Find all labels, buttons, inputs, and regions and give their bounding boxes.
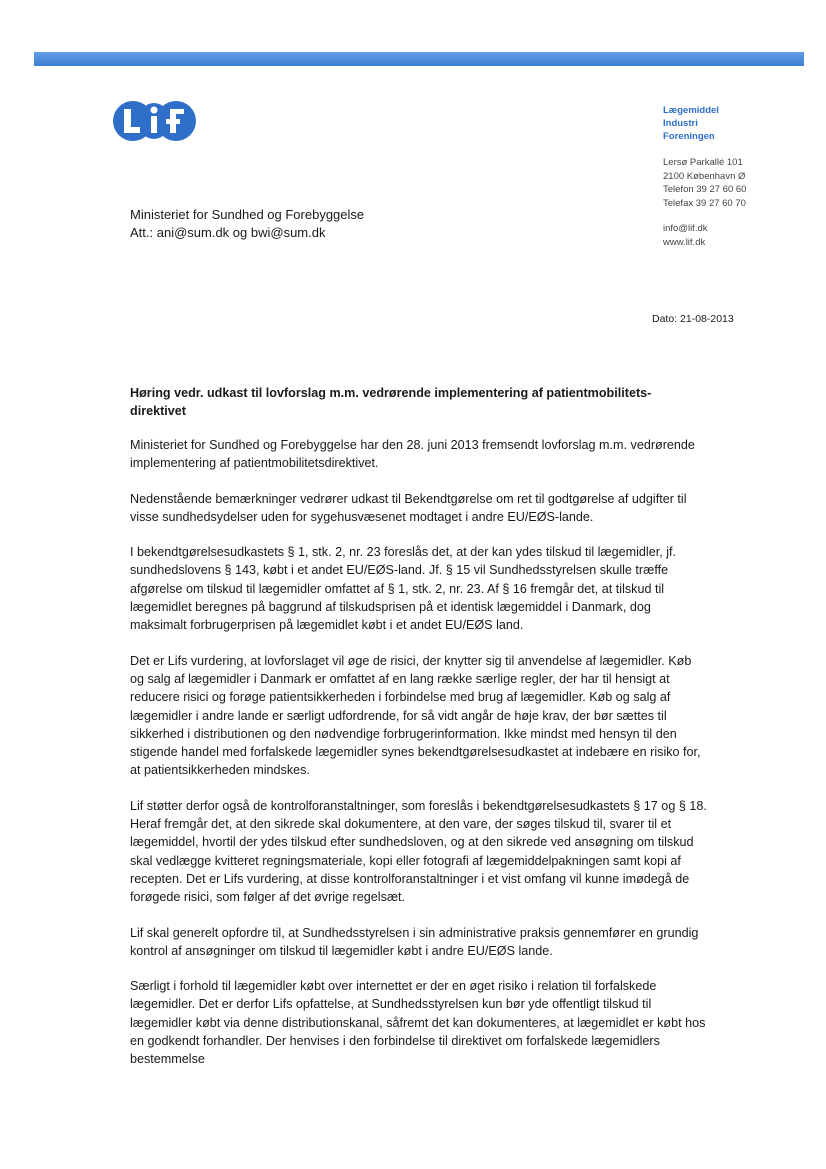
organization-contact xyxy=(663,222,708,249)
org-name-line: Lægemiddel xyxy=(663,105,719,116)
body-paragraph: Særligt i forhold til lægemidler købt over internettet er der en øget risiko i relation til forfalskede lægemidler. Det er derfor Lifs opfattelse, at Sundhedsstyrelsen kun bør yde offentligt tilskud til lægemidler købt via denne distributionskanal, såfremt det kan dokumenteres, at lægemidlet er købt hos en godkendt forhandler. Der henvises i den forbindelse til direktivet om forfalskede lægemidlers bestemmelse xyxy=(130,979,706,1067)
body-paragraph: I bekendtgørelsesudkastets § 1, stk. 2, nr. 23 foreslås det, at der kan ydes tilskud til lægemidler, jf. sundhedslovens § 143, købt i et andet EU/EØS-land. Jf. § 15 vil Sundhedsstyrelsen skulle træffe afgørelse om tilskud til lægemidler omfattet af § 1, stk. 2, nr. 23. Af § 16 fremgår det, at tilskud til lægemidlet beregnes på baggrund af tilskudsprisen på et identisk lægemiddel i Danmark, dog maksimalt forbrugerprisen på lægemidlet købt i et andet EU/EØS land. xyxy=(130,545,677,633)
recipient-attention: Att.: ani@sum.dk og bwi@sum.dk xyxy=(130,225,326,240)
fax-line: Telefax 39 27 60 70 xyxy=(663,197,746,209)
address-line: Lersø Parkallé 101 xyxy=(663,157,743,168)
phone-line: Telefon 39 27 60 60 xyxy=(663,184,747,195)
body-paragraph: Nedenstående bemærkninger vedrører udkast til Bekendtgørelse om ret til godtgørelse af udgifter til visse sundhedsydelser uden for sygehusvæsenet modtaget i andre EU/EØS-lande. xyxy=(130,491,687,524)
body-paragraph: Lif skal generelt opfordre til, at Sundhedsstyrelsen i sin administrative praksis gennemfører en grundig kontrol af ansøgninger om tilskud til lægemidler købt i andre EU/EØS lande. xyxy=(130,925,699,958)
lif-logo xyxy=(112,100,198,142)
organization-address xyxy=(663,156,746,210)
address-line: 2100 København Ø xyxy=(663,170,746,182)
recipient-name: Ministeriet for Sundhed og Forebyggelse xyxy=(130,207,365,222)
letter-subject: Høring vedr. udkast til lovforslag m.m. vedrørende implementering af patientmobilitets-direktivet xyxy=(130,386,652,418)
header-color-bar xyxy=(34,52,804,66)
website-link[interactable]: www.lif.dk xyxy=(663,236,706,248)
org-name-line: Industri xyxy=(663,118,698,129)
body-paragraph: Det er Lifs vurdering, at lovforslaget vil øge de risici, der knytter sig til anvendelse af lægemidler. Køb og salg af lægemidler i Danmark er omfattet af en lang række særlige regler, der har til hensigt at reducere risici og forøge patientsikkerheden i forbindelse med brug af lægemidler. Køb og salg af lægemidler i andre lande er særligt udfordrende, for så vidt angår de høje krav, der bør sættes til sikkerhed i distributionen og den nødvendige forbrugerinformation. Ikke mindst med hensyn til den stigende handel med forfalskede lægemidler synes bekendtgørelsesudkastet at indebære en risiko for, at patientsikkerheden mindskes. xyxy=(130,653,701,778)
org-name-line: Foreningen xyxy=(663,131,715,142)
organization-name xyxy=(663,104,719,143)
body-paragraph: Ministeriet for Sundhed og Forebyggelse har den 28. juni 2013 fremsendt lovforslag m.m. vedrørende implementering af patientmobilitetsdirektivet. xyxy=(130,438,695,471)
letter-date: Dato: 21-08-2013 xyxy=(652,313,734,325)
letter-body xyxy=(130,436,708,1086)
body-paragraph: Lif støtter derfor også de kontrolforanstaltninger, som foreslås i bekendtgørelsesudkastets § 17 og § 18. Heraf fremgår det, at den sikrede skal dokumentere, at den vare, der søges tilskud til, svarer til et lægemiddel, hvortil der ydes tilskud efter sundhedsloven, og at den sikrede ved ansøgning om tilskud skal vedlægge kvitteret regningsmateriale, kopi eller fotografi af lægemiddelpakningen samt kopi af recepten. Det er Lifs vurdering, at disse kontrolforanstaltninger i et vist omfang vil kunne imødegå de forøgede risici, som følger af det øvrige regelsæt. xyxy=(130,798,707,905)
email-link[interactable]: info@lif.dk xyxy=(663,223,708,234)
recipient-block xyxy=(130,206,364,242)
